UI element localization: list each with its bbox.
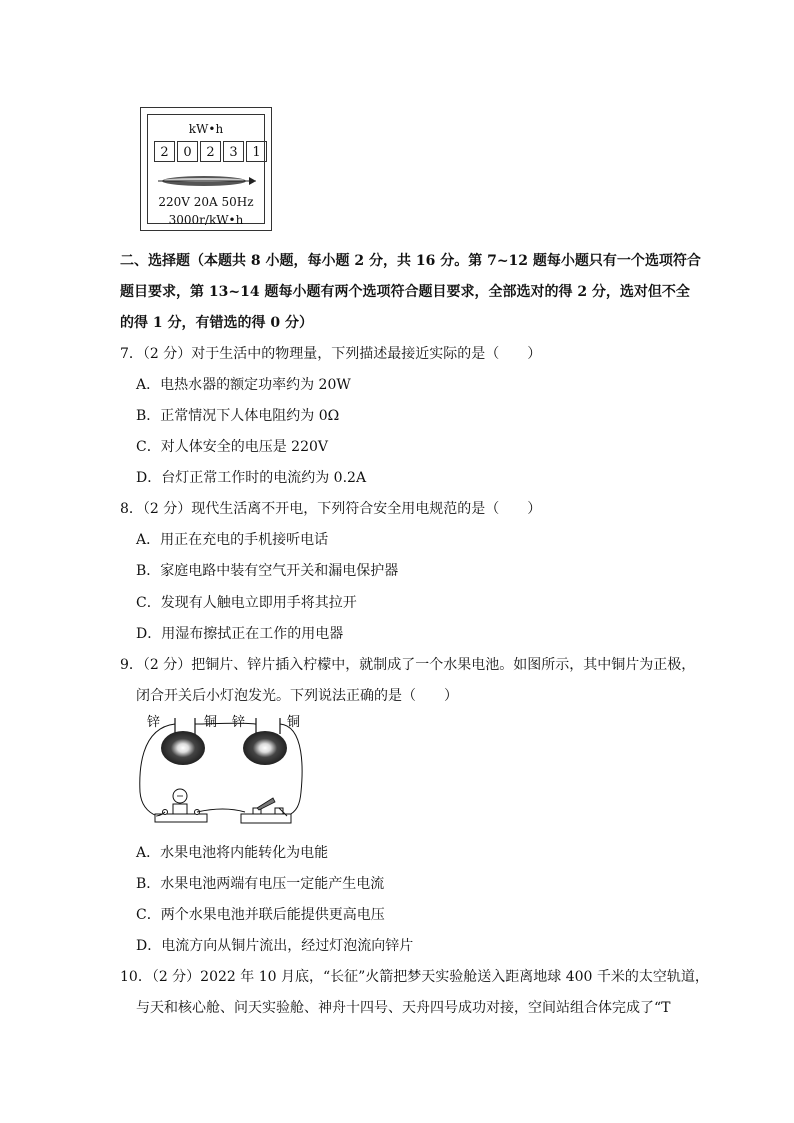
label-zinc: 锌 — [232, 715, 246, 730]
question-9-stem-continued: 闭合开关后小灯泡发光。下列说法正确的是（ ） — [136, 688, 458, 704]
question-8-option-c: C．发现有人触电立即用手将其拉开 — [136, 595, 357, 611]
section-header-line: 题目要求，第 13~14 题每小题有两个选项符合题目要求，全部选对的得 2 分，选对但不全 — [120, 284, 690, 300]
meter-digit: 0 — [177, 141, 198, 162]
question-9-option-d: D．电流方向从铜片流出，经过灯泡流向锌片 — [136, 938, 414, 954]
question-10-stem: 10．（2 分）2022 年 10 月底，“长征”火箭把梦天实验舱送入距离地球 400 千米的太空轨道， — [120, 969, 709, 985]
question-8-option-b: B．家庭电路中装有空气开关和漏电保护器 — [136, 563, 399, 579]
question-9-option-b: B．水果电池两端有电压一定能产生电流 — [136, 876, 385, 892]
meter-digits — [154, 141, 269, 162]
label-zinc: 锌 — [147, 715, 161, 730]
question-7-option-c: C．对人体安全的电压是 220V — [136, 439, 328, 455]
label-copper: 铜 — [287, 715, 301, 730]
question-9-option-c: C．两个水果电池并联后能提供更高电压 — [136, 907, 385, 923]
question-7-stem: 7．（2 分）对于生活中的物理量，下列描述最接近实际的是（ ） — [120, 346, 542, 362]
question-8-option-a: A．用正在充电的手机接听电话 — [136, 532, 329, 548]
meter-digit: 3 — [223, 141, 244, 162]
question-8-stem: 8．（2 分）现代生活离不开电，下列符合安全用电规范的是（ ） — [120, 501, 542, 517]
electric-meter-figure — [140, 107, 272, 231]
question-8-option-d: D．用湿布擦拭正在工作的用电器 — [136, 626, 344, 642]
section-header-line: 二、选择题（本题共 8 小题，每小题 2 分，共 16 分。第 7~12 题每小题只有一个选项符合 — [120, 253, 701, 269]
meter-digit: 1 — [246, 141, 267, 162]
label-copper: 铜 — [204, 715, 218, 730]
question-7-option-a: A．电热水器的额定功率约为 20W — [136, 377, 351, 393]
section-header-line: 的得 1 分，有错选的得 0 分） — [120, 315, 313, 331]
fruit-battery-circuit-figure — [135, 712, 305, 830]
question-7-option-d: D．台灯正常工作时的电流约为 0.2A — [136, 470, 367, 486]
lemon-battery-icon — [161, 731, 205, 765]
switch-icon — [257, 798, 275, 810]
meter-digit: 2 — [200, 141, 221, 162]
question-10-stem-continued: 与天和核心舱、问天实验舱、神舟十四号、天舟四号成功对接，空间站组合体完成了“T — [136, 1000, 671, 1016]
meter-revolutions: 3000r/kW•h — [168, 213, 244, 227]
question-9-option-a: A．水果电池将内能转化为电能 — [136, 845, 329, 861]
question-7-option-b: B．正常情况下人体电阻约为 0Ω — [136, 408, 340, 424]
meter-digit: 2 — [154, 141, 175, 162]
question-9-stem: 9．（2 分）把铜片、锌片插入柠檬中，就制成了一个水果电池。如图所示，其中铜片为正极， — [120, 657, 696, 673]
meter-panel — [147, 114, 265, 227]
meter-rating: 220V 20A 50Hz — [158, 195, 254, 209]
meter-disc-icon — [156, 173, 260, 189]
lemon-battery-icon — [243, 731, 287, 765]
meter-unit: kW•h — [188, 122, 224, 136]
